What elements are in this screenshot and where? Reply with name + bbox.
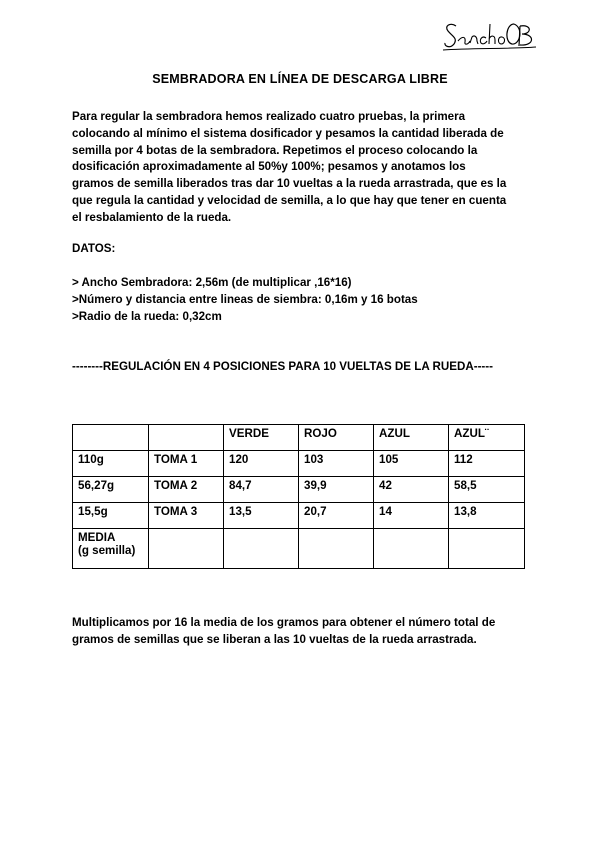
table-header-cell: VERDE <box>224 425 299 451</box>
table-cell: TOMA 3 <box>149 503 224 529</box>
intro-line: semilla por 4 botas de la sembradora. Repetimos el proceso colocando la <box>72 143 478 157</box>
table-cell: 13,8 <box>449 503 525 529</box>
table-cell-empty <box>299 529 374 569</box>
table-cell: 84,7 <box>224 477 299 503</box>
table-cell: 58,5 <box>449 477 525 503</box>
table-cell: 120 <box>224 451 299 477</box>
intro-paragraph <box>72 109 532 227</box>
table-row <box>73 451 525 477</box>
table-cell: 110g <box>73 451 149 477</box>
intro-line: que regula la cantidad y velocidad de semilla, a lo que hay que tener en cuenta <box>72 193 507 207</box>
intro-line: colocando al mínimo el sistema dosificador y pesamos la cantidad liberada de <box>72 126 504 140</box>
table-cell-empty <box>224 529 299 569</box>
table-header-cell: AZUL <box>374 425 449 451</box>
document-title: SEMBRADORA EN LÍNEA DE DESCARGA LIBRE <box>152 72 448 86</box>
datos-item: >Número y distancia entre lineas de siembra: 0,16m y 16 botas <box>72 292 418 306</box>
media-label-cell <box>73 529 149 569</box>
table-row <box>73 477 525 503</box>
table-cell-empty <box>449 529 525 569</box>
table-cell: 39,9 <box>299 477 374 503</box>
table-header-cell: AZUL¨ <box>449 425 525 451</box>
table-cell-empty <box>374 529 449 569</box>
table-cell: TOMA 2 <box>149 477 224 503</box>
table-cell: 42 <box>374 477 449 503</box>
datos-item: > Ancho Sembradora: 2,56m (de multiplicar ,16*16) <box>72 276 352 289</box>
table-cell: 14 <box>374 503 449 529</box>
table-cell: 103 <box>299 451 374 477</box>
table-header-cell <box>149 425 224 451</box>
datos-heading: DATOS: <box>72 242 116 255</box>
table-row-media <box>73 529 525 569</box>
intro-line: dosificación aproximadamente al 50%y 100%; pesamos y anotamos los <box>72 160 466 174</box>
table-cell-empty <box>149 529 224 569</box>
table-header-cell <box>73 425 149 451</box>
table-row <box>73 503 525 529</box>
regulation-heading: --------REGULACIÓN EN 4 POSICIONES PARA 10 VUELTAS DE LA RUEDA----- <box>72 360 494 373</box>
table-cell: TOMA 1 <box>149 451 224 477</box>
conclusion-line: gramos de semillas que se liberan a las 10 vueltas de la rueda arrastrada. <box>72 632 477 646</box>
table-header-cell: ROJO <box>299 425 374 451</box>
table-cell: 56,27g <box>73 477 149 503</box>
table-cell: 20,7 <box>299 503 374 529</box>
datos-item: >Radio de la rueda: 0,32cm <box>72 309 222 323</box>
table-cell: 112 <box>449 451 525 477</box>
intro-line: Para regular la sembradora hemos realizado cuatro pruebas, la primera <box>72 110 466 123</box>
media-label: MEDIA <box>78 531 116 544</box>
table-cell: 15,5g <box>73 503 149 529</box>
handwritten-signature <box>440 14 540 56</box>
table-header-row <box>73 425 525 451</box>
datos-list <box>72 275 418 325</box>
table-cell: 105 <box>374 451 449 477</box>
media-unit-label: (g semilla) <box>78 544 136 557</box>
intro-line: gramos de semilla liberados tras dar 10 vueltas a la rueda arrastrada, que es la <box>72 177 507 191</box>
table-cell: 13,5 <box>224 503 299 529</box>
conclusion-paragraph <box>72 615 532 649</box>
regulation-table <box>72 424 525 569</box>
conclusion-line: Multiplicamos por 16 la media de los gramos para obtener el número total de <box>72 616 496 629</box>
intro-line: el resbalamiento de la rueda. <box>72 210 232 224</box>
